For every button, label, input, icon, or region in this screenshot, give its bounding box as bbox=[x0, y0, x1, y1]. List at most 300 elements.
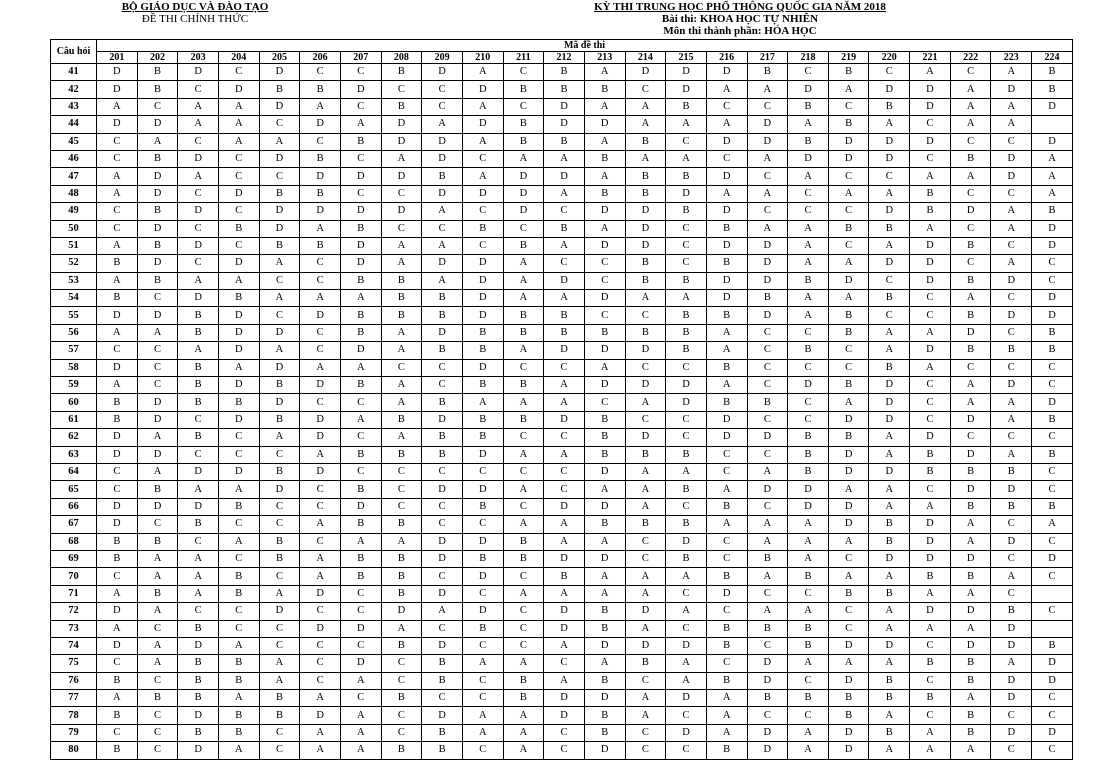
answer-cell: B bbox=[584, 603, 625, 620]
answer-cell: D bbox=[910, 516, 951, 533]
answer-cell: D bbox=[747, 255, 788, 272]
answer-cell: A bbox=[218, 481, 259, 498]
answer-cell: A bbox=[544, 446, 585, 463]
answer-cell: A bbox=[625, 116, 666, 133]
answer-cell: C bbox=[828, 342, 869, 359]
answer-cell: B bbox=[625, 133, 666, 150]
answer-cell: A bbox=[706, 377, 747, 394]
answer-cell: A bbox=[584, 98, 625, 115]
exam-code-213: 213 bbox=[584, 52, 625, 64]
answer-cell: B bbox=[178, 429, 219, 446]
answer-cell: D bbox=[381, 203, 422, 220]
answer-cell: D bbox=[300, 463, 341, 480]
answer-cell: B bbox=[1032, 498, 1073, 515]
answer-cell: D bbox=[340, 81, 381, 98]
answer-cell: B bbox=[340, 272, 381, 289]
answer-cell: B bbox=[503, 324, 544, 341]
answer-cell: C bbox=[381, 707, 422, 724]
answer-cell: B bbox=[625, 324, 666, 341]
answer-cell: D bbox=[584, 203, 625, 220]
answer-cell: C bbox=[178, 533, 219, 550]
answer-cell: A bbox=[300, 690, 341, 707]
answer-cell: D bbox=[706, 203, 747, 220]
answer-cell: C bbox=[910, 150, 951, 167]
answer-cell: D bbox=[462, 603, 503, 620]
answer-cell: D bbox=[869, 411, 910, 428]
answer-cell: C bbox=[259, 116, 300, 133]
answer-cell: C bbox=[300, 64, 341, 81]
answer-cell: D bbox=[259, 324, 300, 341]
answer-cell: C bbox=[381, 359, 422, 376]
answer-cell: C bbox=[340, 603, 381, 620]
question-number: 66 bbox=[51, 498, 97, 515]
answer-cell: C bbox=[97, 568, 138, 585]
answer-cell: A bbox=[381, 429, 422, 446]
ministry-name: BỘ GIÁO DỤC VÀ ĐÀO TẠO bbox=[121, 1, 269, 13]
answer-cell: A bbox=[544, 290, 585, 307]
answer-cell: B bbox=[178, 516, 219, 533]
answer-cell: B bbox=[137, 237, 178, 254]
answer-cell: C bbox=[666, 237, 707, 254]
answer-cell: C bbox=[97, 463, 138, 480]
answer-cell: C bbox=[178, 255, 219, 272]
answer-cell: C bbox=[625, 672, 666, 689]
answer-cell: A bbox=[381, 394, 422, 411]
answer-cell: B bbox=[910, 185, 951, 202]
answer-cell: C bbox=[666, 498, 707, 515]
answer-cell: B bbox=[137, 203, 178, 220]
answer-cell: B bbox=[218, 290, 259, 307]
answer-cell: D bbox=[869, 377, 910, 394]
answer-cell: A bbox=[910, 585, 951, 602]
answer-cell: C bbox=[544, 255, 585, 272]
answer-cell: D bbox=[991, 81, 1032, 98]
answer-cell: A bbox=[97, 620, 138, 637]
answer-cell: C bbox=[788, 185, 829, 202]
answer-cell: C bbox=[828, 359, 869, 376]
answer-cell: A bbox=[340, 707, 381, 724]
answer-cell: C bbox=[137, 98, 178, 115]
answer-cell: D bbox=[422, 64, 463, 81]
answer-cell: D bbox=[950, 481, 991, 498]
answer-cell: C bbox=[218, 516, 259, 533]
answer-cell: A bbox=[869, 707, 910, 724]
answer-cell: A bbox=[300, 98, 341, 115]
question-number: 73 bbox=[51, 620, 97, 637]
answer-cell: C bbox=[137, 377, 178, 394]
answer-cell: A bbox=[422, 603, 463, 620]
answer-cell: C bbox=[97, 133, 138, 150]
table-row bbox=[51, 481, 1073, 498]
answer-cell: A bbox=[97, 272, 138, 289]
answer-cell: B bbox=[178, 324, 219, 341]
answer-cell: C bbox=[1032, 272, 1073, 289]
answer-cell: D bbox=[625, 220, 666, 237]
answer-cell: B bbox=[422, 724, 463, 741]
question-number: 53 bbox=[51, 272, 97, 289]
answer-cell: D bbox=[544, 168, 585, 185]
answer-cell: B bbox=[422, 672, 463, 689]
answer-cell: B bbox=[625, 185, 666, 202]
answer-cell: D bbox=[828, 742, 869, 759]
exam-code-202: 202 bbox=[137, 52, 178, 64]
answer-cell: B bbox=[503, 237, 544, 254]
test-label: Bài thi: bbox=[661, 13, 698, 25]
answer-cell: B bbox=[97, 290, 138, 307]
table-row bbox=[51, 603, 1073, 620]
answer-cell: C bbox=[178, 411, 219, 428]
answer-cell: A bbox=[828, 655, 869, 672]
answer-cell: A bbox=[706, 707, 747, 724]
answer-cell: D bbox=[544, 98, 585, 115]
answer-cell: A bbox=[503, 655, 544, 672]
answer-cell: C bbox=[178, 133, 219, 150]
answer-cell: D bbox=[97, 359, 138, 376]
answer-cell: C bbox=[137, 724, 178, 741]
answer-cell: D bbox=[869, 463, 910, 480]
answer-cell: D bbox=[259, 603, 300, 620]
answer-cell: B bbox=[137, 690, 178, 707]
answer-cell: A bbox=[706, 185, 747, 202]
answer-cell: B bbox=[747, 64, 788, 81]
answer-cell: D bbox=[544, 550, 585, 567]
answer-cell: B bbox=[503, 411, 544, 428]
answer-cell: B bbox=[584, 724, 625, 741]
answer-cell: D bbox=[340, 620, 381, 637]
answer-cell: C bbox=[706, 150, 747, 167]
answer-cell: C bbox=[300, 394, 341, 411]
answer-cell: C bbox=[625, 724, 666, 741]
answer-cell: B bbox=[218, 498, 259, 515]
answer-cell: C bbox=[218, 237, 259, 254]
answer-cell: B bbox=[991, 603, 1032, 620]
answer-cell: C bbox=[544, 724, 585, 741]
answer-cell: D bbox=[584, 290, 625, 307]
answer-cell: C bbox=[747, 203, 788, 220]
answer-cell: A bbox=[788, 742, 829, 759]
answer-cell: A bbox=[950, 742, 991, 759]
answer-cell: B bbox=[584, 429, 625, 446]
answer-cell: A bbox=[625, 620, 666, 637]
answer-cell: B bbox=[422, 342, 463, 359]
answer-cell: B bbox=[666, 324, 707, 341]
answer-cell: B bbox=[340, 377, 381, 394]
answer-cell: B bbox=[259, 411, 300, 428]
answer-cell: C bbox=[991, 359, 1032, 376]
answer-cell: C bbox=[422, 620, 463, 637]
answer-cell: D bbox=[462, 272, 503, 289]
answer-cell: B bbox=[747, 690, 788, 707]
answer-cell: A bbox=[706, 116, 747, 133]
answer-cell: C bbox=[137, 359, 178, 376]
answer-cell: C bbox=[300, 603, 341, 620]
answer-cell: B bbox=[259, 185, 300, 202]
answer-cell bbox=[1032, 585, 1073, 602]
answer-cell: C bbox=[828, 237, 869, 254]
answer-cell: D bbox=[340, 342, 381, 359]
answer-cell: D bbox=[422, 133, 463, 150]
answer-cell: A bbox=[788, 533, 829, 550]
answer-cell: A bbox=[178, 568, 219, 585]
answer-cell: A bbox=[340, 742, 381, 759]
answer-cell: A bbox=[910, 620, 951, 637]
header-row-codes bbox=[51, 52, 1073, 64]
answer-cell: C bbox=[97, 150, 138, 167]
answer-cell: B bbox=[706, 359, 747, 376]
answer-cell: C bbox=[218, 168, 259, 185]
answer-cell: D bbox=[910, 603, 951, 620]
answer-cell: A bbox=[137, 550, 178, 567]
answer-cell: D bbox=[910, 533, 951, 550]
answer-cell: A bbox=[950, 690, 991, 707]
answer-cell: D bbox=[666, 64, 707, 81]
answer-cell: B bbox=[1032, 203, 1073, 220]
answer-cell: D bbox=[788, 498, 829, 515]
exam-code-201: 201 bbox=[97, 52, 138, 64]
answer-cell: B bbox=[340, 220, 381, 237]
question-number: 69 bbox=[51, 550, 97, 567]
answer-cell: D bbox=[706, 411, 747, 428]
answer-cell: B bbox=[137, 64, 178, 81]
answer-cell: A bbox=[1032, 168, 1073, 185]
answer-cell: D bbox=[340, 655, 381, 672]
answer-cell: A bbox=[991, 446, 1032, 463]
answer-cell: B bbox=[788, 446, 829, 463]
answer-cell: D bbox=[381, 116, 422, 133]
question-number: 44 bbox=[51, 116, 97, 133]
answer-cell: D bbox=[259, 394, 300, 411]
answer-cell: A bbox=[950, 585, 991, 602]
answer-cell: B bbox=[462, 220, 503, 237]
answer-cell: D bbox=[747, 237, 788, 254]
answer-cell: B bbox=[666, 342, 707, 359]
answer-cell: C bbox=[178, 81, 219, 98]
answer-cell: B bbox=[788, 690, 829, 707]
answer-cell: B bbox=[381, 290, 422, 307]
answer-cell: C bbox=[259, 724, 300, 741]
answer-cell: A bbox=[259, 133, 300, 150]
answer-cell: C bbox=[259, 307, 300, 324]
answer-cell: B bbox=[503, 81, 544, 98]
answer-cell: B bbox=[137, 533, 178, 550]
answer-cell: C bbox=[991, 290, 1032, 307]
answer-cell: C bbox=[462, 690, 503, 707]
answer-cell: C bbox=[381, 185, 422, 202]
answer-cell: C bbox=[747, 324, 788, 341]
answer-cell: B bbox=[178, 672, 219, 689]
answer-cell: A bbox=[828, 255, 869, 272]
answer-cell: B bbox=[747, 620, 788, 637]
answer-cell: B bbox=[340, 324, 381, 341]
answer-cell: B bbox=[218, 394, 259, 411]
answer-cell: C bbox=[259, 498, 300, 515]
answer-cell: B bbox=[828, 220, 869, 237]
answer-cell: B bbox=[544, 568, 585, 585]
answer-cell: C bbox=[991, 742, 1032, 759]
answer-cell: A bbox=[503, 446, 544, 463]
table-row bbox=[51, 672, 1073, 689]
answer-cell: C bbox=[300, 133, 341, 150]
answer-cell: B bbox=[422, 307, 463, 324]
answer-cell: D bbox=[747, 429, 788, 446]
answer-cell: B bbox=[462, 498, 503, 515]
answer-cell: D bbox=[178, 707, 219, 724]
answer-cell: C bbox=[544, 429, 585, 446]
answer-cell: D bbox=[137, 394, 178, 411]
answer-cell: C bbox=[625, 533, 666, 550]
answer-cell: B bbox=[584, 185, 625, 202]
answer-cell: A bbox=[340, 533, 381, 550]
answer-cell: C bbox=[462, 150, 503, 167]
answer-cell: C bbox=[137, 290, 178, 307]
question-number: 51 bbox=[51, 237, 97, 254]
answer-cell: B bbox=[259, 81, 300, 98]
answer-cell: A bbox=[991, 394, 1032, 411]
answer-cell: C bbox=[340, 394, 381, 411]
answer-cell: B bbox=[178, 655, 219, 672]
answer-cell: A bbox=[950, 377, 991, 394]
answer-cell: D bbox=[869, 150, 910, 167]
answer-cell: C bbox=[544, 359, 585, 376]
answer-cell: B bbox=[137, 585, 178, 602]
answer-cell: D bbox=[97, 116, 138, 133]
answer-cell: C bbox=[1032, 255, 1073, 272]
answer-cell: D bbox=[747, 116, 788, 133]
answer-cell: B bbox=[1032, 637, 1073, 654]
answer-cell: C bbox=[422, 516, 463, 533]
answer-cell: D bbox=[1032, 237, 1073, 254]
answer-cell: D bbox=[462, 533, 503, 550]
answer-cell: A bbox=[97, 585, 138, 602]
answer-cell: A bbox=[340, 290, 381, 307]
answer-cell: B bbox=[869, 359, 910, 376]
answer-cell: D bbox=[991, 168, 1032, 185]
answer-cell: D bbox=[381, 603, 422, 620]
answer-cell: C bbox=[950, 359, 991, 376]
answer-cell: D bbox=[137, 307, 178, 324]
answer-cell: D bbox=[950, 637, 991, 654]
answer-cell: A bbox=[462, 64, 503, 81]
answer-cell: C bbox=[625, 359, 666, 376]
answer-cell: C bbox=[462, 637, 503, 654]
answer-cell: C bbox=[950, 429, 991, 446]
answer-cell: A bbox=[706, 481, 747, 498]
answer-cell: D bbox=[910, 133, 951, 150]
answer-cell: A bbox=[991, 568, 1032, 585]
answer-cell: C bbox=[788, 324, 829, 341]
answer-cell: D bbox=[218, 411, 259, 428]
answer-cell: C bbox=[1032, 603, 1073, 620]
answer-cell: D bbox=[584, 742, 625, 759]
answer-cell: C bbox=[1032, 568, 1073, 585]
answer-cell: B bbox=[706, 620, 747, 637]
answer-cell: A bbox=[503, 585, 544, 602]
answer-cell: C bbox=[259, 568, 300, 585]
answer-cell: A bbox=[340, 672, 381, 689]
answer-cell: A bbox=[544, 585, 585, 602]
exam-code-206: 206 bbox=[300, 52, 341, 64]
answer-cell: B bbox=[584, 324, 625, 341]
answer-cell: D bbox=[300, 377, 341, 394]
table-row bbox=[51, 133, 1073, 150]
answer-cell: C bbox=[544, 203, 585, 220]
answer-cell: D bbox=[584, 498, 625, 515]
answer-cell: A bbox=[97, 168, 138, 185]
answer-cell: B bbox=[137, 481, 178, 498]
answer-cell: A bbox=[218, 98, 259, 115]
answer-cell: A bbox=[462, 394, 503, 411]
answer-cell: D bbox=[910, 550, 951, 567]
answer-cell: A bbox=[747, 533, 788, 550]
answer-cell: D bbox=[544, 707, 585, 724]
answer-cell: C bbox=[340, 637, 381, 654]
answer-cell: B bbox=[584, 672, 625, 689]
exam-code-214: 214 bbox=[625, 52, 666, 64]
table-row bbox=[51, 272, 1073, 289]
answer-cell: D bbox=[625, 377, 666, 394]
answer-cell: A bbox=[910, 498, 951, 515]
answer-cell: D bbox=[97, 498, 138, 515]
exam-code-210: 210 bbox=[462, 52, 503, 64]
answer-cell: A bbox=[869, 481, 910, 498]
answer-cell: C bbox=[422, 98, 463, 115]
answer-cell: B bbox=[666, 168, 707, 185]
answer-cell: B bbox=[381, 550, 422, 567]
answer-cell: C bbox=[747, 359, 788, 376]
answer-cell: D bbox=[462, 116, 503, 133]
answer-cell: B bbox=[666, 203, 707, 220]
answer-cell: D bbox=[788, 377, 829, 394]
answer-cell: D bbox=[462, 81, 503, 98]
answer-cell: B bbox=[788, 463, 829, 480]
table-row bbox=[51, 255, 1073, 272]
answer-cell: C bbox=[178, 603, 219, 620]
answer-cell: C bbox=[991, 133, 1032, 150]
subject-name: HÓA HỌC bbox=[764, 25, 817, 37]
answer-cell: D bbox=[259, 203, 300, 220]
answer-cell: B bbox=[869, 690, 910, 707]
answer-cell: A bbox=[828, 81, 869, 98]
answer-cell: A bbox=[706, 516, 747, 533]
answer-cell: C bbox=[178, 185, 219, 202]
answer-cell: B bbox=[950, 272, 991, 289]
answer-cell: C bbox=[340, 690, 381, 707]
answer-cell: D bbox=[422, 481, 463, 498]
answer-cell: D bbox=[584, 116, 625, 133]
answer-cell: B bbox=[503, 307, 544, 324]
answer-cell: A bbox=[584, 481, 625, 498]
answer-cell: A bbox=[300, 516, 341, 533]
answer-cell: A bbox=[788, 237, 829, 254]
answer-cell: A bbox=[544, 150, 585, 167]
answer-cell: C bbox=[422, 359, 463, 376]
answer-cell: C bbox=[422, 220, 463, 237]
table-row bbox=[51, 637, 1073, 654]
answer-cell: A bbox=[828, 290, 869, 307]
table-row bbox=[51, 690, 1073, 707]
answer-cell: A bbox=[259, 342, 300, 359]
answer-cell: C bbox=[544, 742, 585, 759]
answer-cell: A bbox=[991, 255, 1032, 272]
answer-cell: A bbox=[178, 168, 219, 185]
answer-cell: C bbox=[381, 724, 422, 741]
answer-cell: A bbox=[218, 116, 259, 133]
answer-cell: A bbox=[178, 342, 219, 359]
answer-cell: D bbox=[1032, 655, 1073, 672]
answer-cell: D bbox=[300, 707, 341, 724]
answer-cell: D bbox=[950, 203, 991, 220]
answer-cell: C bbox=[218, 603, 259, 620]
